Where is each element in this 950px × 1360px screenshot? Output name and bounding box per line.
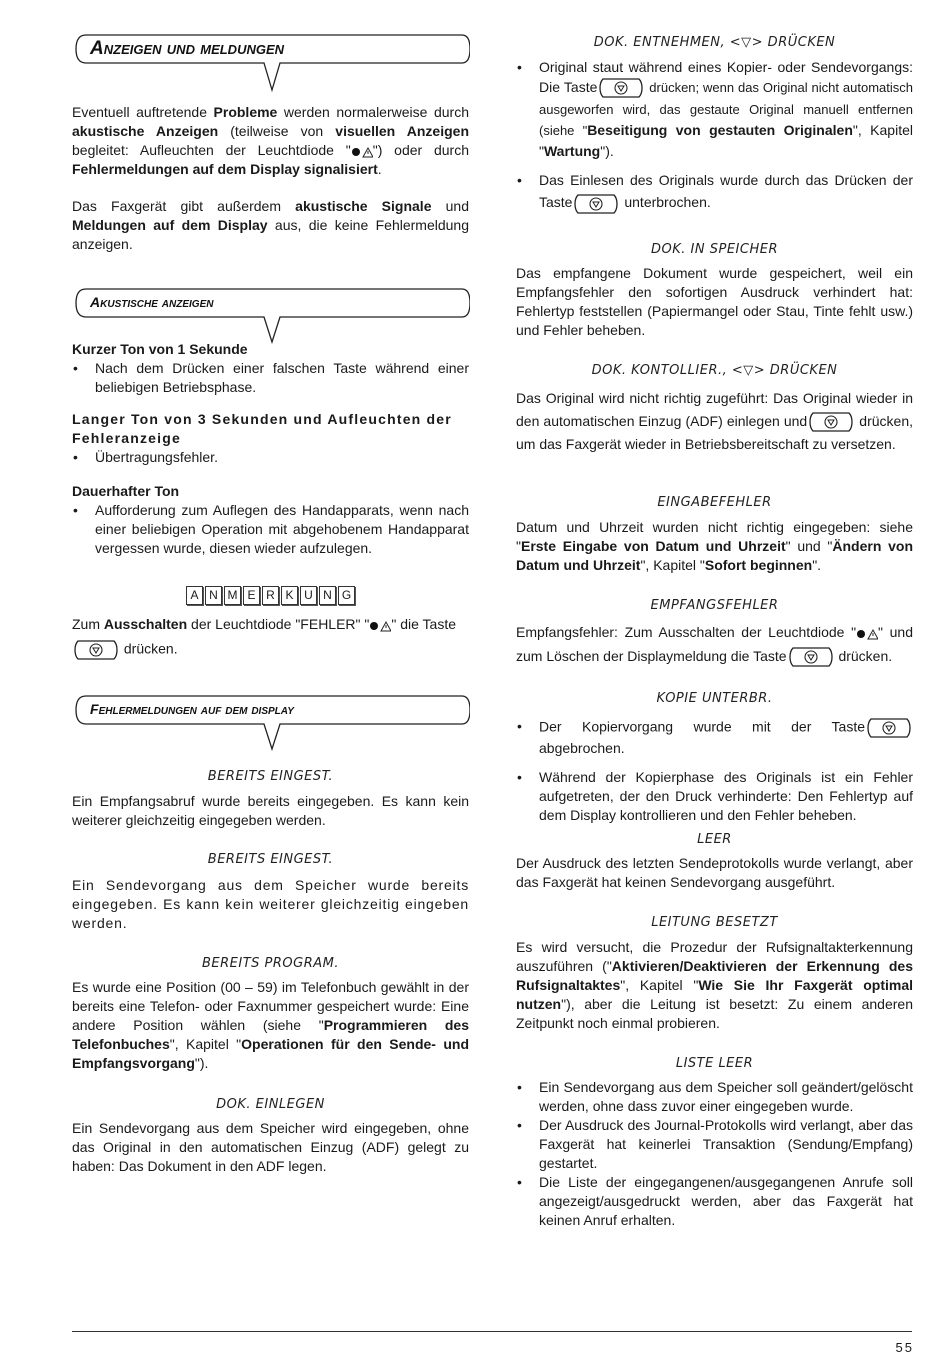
section-banner-acoustic — [74, 288, 470, 348]
subheading: Dauerhafter Ton — [72, 483, 180, 499]
banner-display-title: Fehlermeldungen auf dem display — [90, 701, 294, 717]
list-item: • Der Ausdruck des Journal-Protokolls wird verlangt, aber das Faxgerät hat keinerlei Transaktion (Sendung/Empfang) gestartet. — [516, 1116, 913, 1173]
message-text: Ein Sendevorgang aus dem Speicher wird eingegeben, ohne das Original in den automatischen Einzug (ADF) gelegt zu haben: Das Dokument in den ADF legen. — [72, 1120, 469, 1174]
note-letter: G — [338, 586, 355, 605]
list-item: • Die Liste der eingegangenen/ausgegangenen Anrufe soll angezeigt/ausgedruckt werden, aber das Faxgerät hat keinen Anruf erhalten. — [516, 1173, 913, 1230]
subheading: Kurzer Ton von 1 Sekunde — [72, 341, 248, 357]
note-heading — [72, 586, 469, 605]
page-number: 55 — [895, 1340, 914, 1355]
note-letter: R — [262, 586, 279, 605]
intro-paragraph-1: Eventuell auftretende Probleme werden normalerweise durch akustische Anzeigen (teilweise von visuellen Anzeigen begleitet: Aufleuchten der Leuchtdiode " ") oder durch Fehlermeldungen auf dem Display signalisiert. — [72, 104, 470, 177]
section-banner-main — [74, 34, 470, 94]
list-item: • Nach dem Drücken einer falschen Taste während einer beliebigen Betriebsphase. — [72, 359, 469, 397]
message-title: KOPIE UNTERBR. — [656, 691, 773, 706]
section-banner-display — [74, 695, 470, 755]
stop-key-icon — [74, 639, 118, 661]
acoustic-continuous-tone — [72, 482, 469, 558]
message-title: DOK. EINLEGEN — [216, 1097, 325, 1112]
message-title: DOK. ENTNEHMEN, <▽> DRÜCKEN — [593, 35, 836, 50]
message-title: DOK. KONTOLLIER., <▽> DRÜCKEN — [591, 363, 838, 378]
message-text — [516, 57, 913, 215]
list-item: • Das Einlesen des Originals wurde durch das Drücken der Taste unterbrochen. — [516, 169, 913, 214]
stop-key-icon — [809, 411, 853, 433]
message-text: Der Ausdruck des letzten Sendeprotokolls wurde verlangt, aber das Faxgerät hat keinen Sendevorgang ausgeführt. — [516, 855, 913, 890]
message-title: LEER — [697, 832, 732, 847]
stop-key-icon — [574, 193, 618, 215]
message-title: EMPFANGSFEHLER — [650, 598, 779, 613]
message-title: DOK. IN SPEICHER — [651, 242, 778, 257]
message-title: LEITUNG BESETZT — [651, 915, 778, 930]
subheading: Langer Ton von 3 Sekunden und Aufleuchten der Fehleranzeige — [72, 411, 452, 446]
message-title: BEREITS PROGRAM. — [202, 956, 339, 971]
error-led-icon — [351, 144, 373, 158]
intro-paragraph-2: Das Faxgerät gibt außerdem akustische Signale und Meldungen auf dem Display aus, die keine Fehlermeldung anzeigen. — [72, 198, 470, 252]
banner-main-title: Anzeigen und meldungen — [90, 38, 285, 59]
note-letter: M — [224, 586, 241, 605]
stop-key-icon — [789, 646, 833, 668]
banner-acoustic-title: Akustische anzeigen — [90, 294, 214, 310]
note-box: A N M E R K U N G Zum Ausschalten der Leuchtdiode "FEHLER" " " die Taste drücken. — [72, 586, 469, 661]
note-letter: K — [281, 586, 298, 605]
note-letter: U — [300, 586, 317, 605]
message-text: Es wurde eine Position (00 – 59) im Telefonbuch gewählt in der bereits eine Telefon- oder Faxnummer gespeichert wurde: Eine andere Position wählen (siehe "Programmieren des Telefonbuches", Kapitel "Operationen für den Sende- und Empfangsvorgang"). — [72, 979, 469, 1071]
message-text — [516, 1078, 913, 1230]
message-text: Das empfangene Dokument wurde gespeichert, weil ein Empfangsfehler den sofortigen Ausdruck verhindert hat: Fehlertyp feststellen (Papiermangel oder Stau, Tinte fehlt usw.) und Fehler beheben. — [516, 265, 913, 338]
message-text: Datum und Uhrzeit wurden nicht richtig eingegeben: siehe "Erste Eingabe von Datum und Uhrzeit" und "Ändern von Datum und Uhrzeit", Kapitel "Sofort beginnen". — [516, 519, 914, 573]
message-title: EINGABEFEHLER — [657, 495, 772, 510]
footer-rule — [72, 1331, 912, 1332]
acoustic-short-tone — [72, 340, 469, 397]
acoustic-long-tone — [72, 410, 469, 467]
note-letter: A — [186, 586, 203, 605]
stop-key-icon — [599, 77, 643, 99]
list-item: • Original staut während eines Kopier- oder Sendevorgangs: Die Taste drücken; wenn das Original nicht automatisch ausgeworfen wird, das gestaute Original manuell entfernen (siehe "Beseitigung von gestauten Originalen", Kapitel "Wartung"). — [516, 57, 913, 161]
message-text: Es wird versucht, die Prozedur der Rufsignaltakterkennung auszuführen ("Aktivieren/Deaktivieren der Erkennung des Rufsignaltaktes", Kapitel "Wie Sie Ihr Faxgerät optimal nutzen"), aber die Leitung ist besetzt: Zu einem anderen Zeitpunkt noch einmal probieren. — [516, 939, 913, 1031]
message-text: Ein Empfangsabruf wurde bereits eingegeben. Es kann kein weiterer gleichzeitig eingegeben werden. — [72, 793, 469, 828]
message-title: BEREITS EINGEST. — [207, 769, 334, 784]
error-led-icon — [856, 626, 878, 640]
note-letter: N — [319, 586, 336, 605]
list-item: • Aufforderung zum Auflegen des Handapparats, wenn nach einer beliebigen Operation mit abgehobenem Handapparat vergessen wurde, diesen wieder aufzulegen. — [72, 501, 469, 558]
error-led-icon — [369, 618, 391, 632]
list-item: • Während der Kopierphase des Originals ist ein Fehler aufgetreten, der den Druck verhinderte: Den Fehlertyp auf dem Display kontrollieren und den Fehler beheben. — [516, 768, 913, 825]
list-item: • Übertragungsfehler. — [72, 448, 469, 467]
message-title: LISTE LEER — [675, 1056, 754, 1071]
message-text: Empfangsfehler: Zum Ausschalten der Leuchtdiode " " und zum Löschen der Displaymeldung die Taste drücken. — [516, 620, 913, 668]
note-letter: E — [243, 586, 260, 605]
message-text — [516, 717, 913, 825]
message-title: BEREITS EINGEST. — [207, 852, 334, 867]
message-text: Das Original wird nicht richtig zugeführt: Das Original wieder in den automatischen Einzug (ADF) einlegen und drücken, um das Faxgerät wieder in Betriebsbereitschaft zu versetzen. — [516, 390, 913, 453]
list-item: • Der Kopiervorgang wurde mit der Taste abgebrochen. — [516, 717, 913, 758]
stop-key-icon — [867, 717, 911, 739]
list-item: • Ein Sendevorgang aus dem Speicher soll geändert/gelöscht werden, ohne dass zuvor einer eingegeben wurde. — [516, 1078, 913, 1116]
note-letter: N — [205, 586, 222, 605]
message-text: Ein Sendevorgang aus dem Speicher wurde bereits eingegeben. Es kann kein weiterer gleichzeitig eingeben werden. — [72, 877, 469, 931]
